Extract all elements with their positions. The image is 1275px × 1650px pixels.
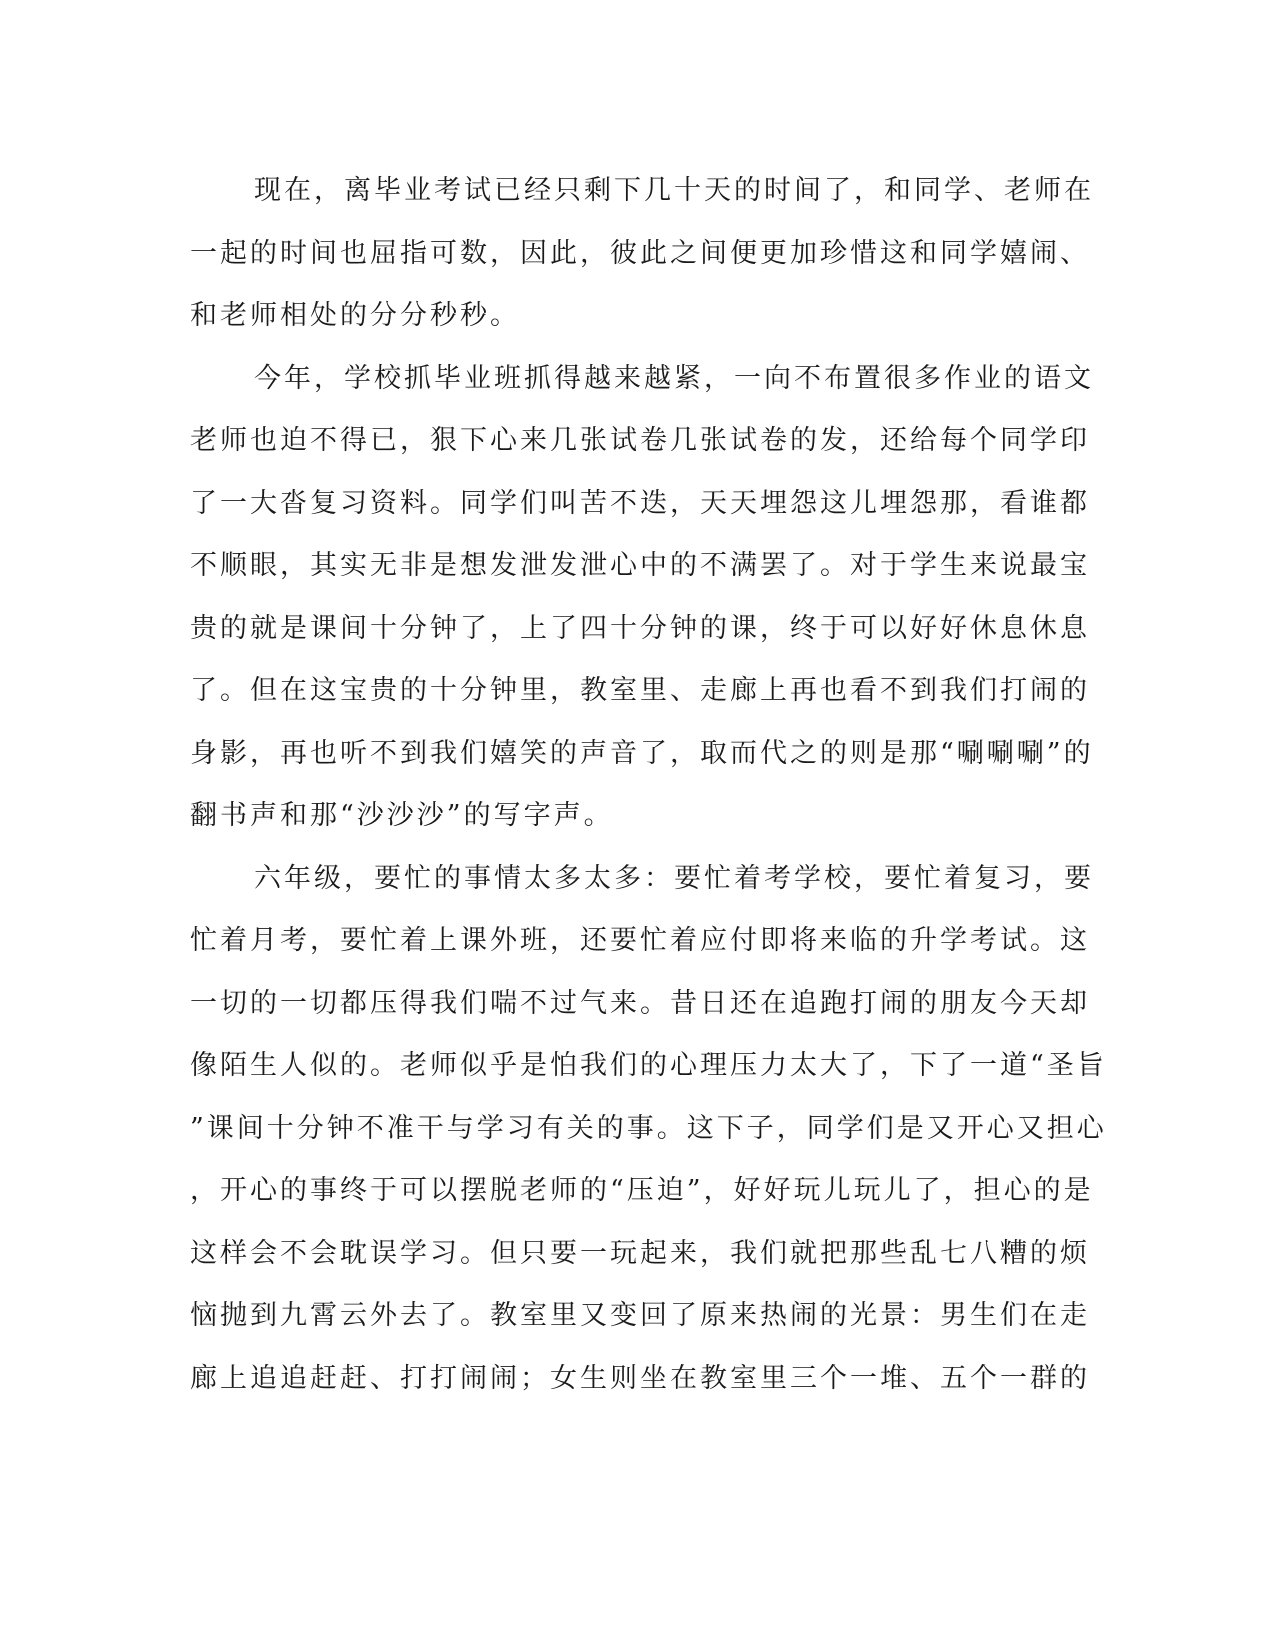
paragraph-line: 这样会不会耽误学习。但只要一玩起来，我们就把那些乱七八糟的烦 (190, 1237, 1090, 1269)
paragraph-line: 了。但在这宝贵的十分钟里，教室里、走廊上再也看不到我们打闹的 (190, 675, 1090, 706)
paragraph-line: 贵的就是课间十分钟了，上了四十分钟的课，终于可以好好休息休息 (190, 612, 1090, 644)
paragraph-line: 了一大沓复习资料。同学们叫苦不迭，天天埋怨这儿埋怨那，看谁都 (190, 487, 1090, 519)
paragraph-line: 老师也迫不得已，狠下心来几张试卷几张试卷的发，还给每个同学印 (190, 425, 1090, 456)
paragraph-line: 六年级，要忙的事情太多太多：要忙着考学校，要忙着复习，要 (254, 862, 1094, 894)
paragraph-line: 一起的时间也屈指可数，因此，彼此之间便更加珍惜这和同学嬉闹、 (190, 237, 1090, 269)
paragraph-line: 身影，再也听不到我们嬉笑的声音了，取而代之的则是那“唰唰唰”的 (190, 737, 1094, 769)
paragraph-line: 忙着月考，要忙着上课外班，还要忙着应付即将来临的升学考试。这 (190, 925, 1090, 956)
body-text (190, 160, 1107, 1410)
paragraph-line: 一切的一切都压得我们喘不过气来。昔日还在追跑打闹的朋友今天却 (190, 987, 1090, 1019)
paragraph-line: 廊上追追赶赶、打打闹闹；女生则坐在教室里三个一堆、五个一群的 (190, 1362, 1090, 1394)
paragraph-line: 不顺眼，其实无非是想发泄发泄心中的不满罢了。对于学生来说最宝 (190, 550, 1090, 581)
paragraph-line: ”课间十分钟不准干与学习有关的事。这下子，同学们是又开心又担心 (190, 1112, 1107, 1144)
paragraph-line: 恼抛到九霄云外去了。教室里又变回了原来热闹的光景：男生们在走 (190, 1300, 1090, 1331)
paragraph-line: ，开心的事终于可以摆脱老师的“压迫”，好好玩儿玩儿了，担心的是 (190, 1175, 1094, 1206)
paragraph-line: 现在，离毕业考试已经只剩下几十天的时间了，和同学、老师在 (254, 175, 1094, 206)
paragraph-line: 像陌生人似的。老师似乎是怕我们的心理压力太大了，下了一道“圣旨 (190, 1050, 1107, 1081)
paragraph-line: 翻书声和那“沙沙沙”的写字声。 (190, 800, 614, 831)
paragraph-line: 和老师相处的分分秒秒。 (190, 300, 520, 331)
paragraph-line: 今年，学校抓毕业班抓得越来越紧，一向不布置很多作业的语文 (254, 362, 1094, 394)
